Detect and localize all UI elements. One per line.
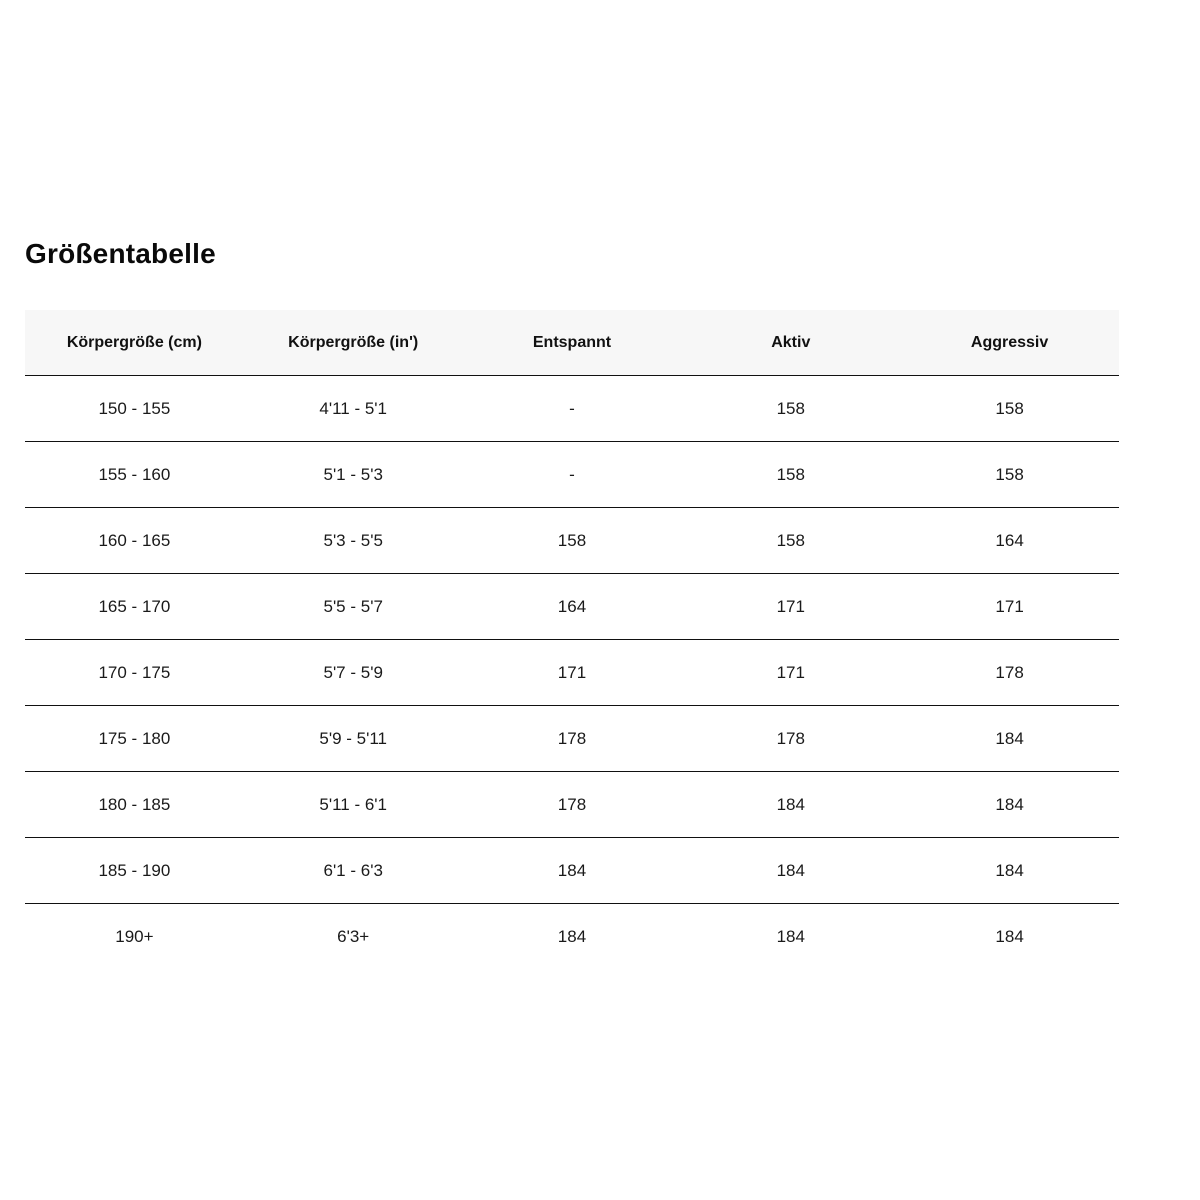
cell-height-in: 5'11 - 6'1 — [244, 772, 463, 838]
cell-height-in: 5'3 - 5'5 — [244, 508, 463, 574]
cell-relaxed: 184 — [557, 926, 587, 946]
header-height-cm: Körpergröße (cm) — [25, 310, 244, 376]
cell-aggressive: 158 — [900, 376, 1119, 442]
cell-height-in: 5'7 - 5'9 — [244, 640, 463, 706]
cell-height-in: 5'5 - 5'7 — [244, 574, 463, 640]
table-header-row — [25, 310, 1119, 376]
cell-height-in: 5'9 - 5'11 — [244, 706, 463, 772]
table-row — [25, 376, 1119, 442]
cell-relaxed: - — [463, 376, 682, 442]
cell-height-cm: 150 - 155 — [25, 376, 244, 442]
cell-relaxed: - — [463, 442, 682, 508]
cell-height-cm: 175 - 180 — [25, 706, 244, 772]
cell-aggressive: 184 — [995, 926, 1024, 946]
table-row — [25, 442, 1119, 508]
header-relaxed: Entspannt — [463, 310, 682, 376]
table-row — [25, 838, 1119, 904]
cell-aggressive: 164 — [900, 508, 1119, 574]
table-row — [25, 640, 1119, 706]
cell-aggressive: 178 — [900, 640, 1119, 706]
table-row — [25, 706, 1119, 772]
cell-active: 184 — [681, 838, 900, 904]
cell-aggressive: 171 — [900, 574, 1119, 640]
size-table — [25, 310, 1119, 969]
cell-active: 184 — [776, 926, 805, 946]
cell-active: 158 — [681, 508, 900, 574]
cell-aggressive: 184 — [900, 838, 1119, 904]
cell-relaxed: 178 — [463, 706, 682, 772]
cell-height-in: 6'3+ — [337, 926, 370, 946]
cell-height-cm: 185 - 190 — [25, 838, 244, 904]
table-row — [25, 574, 1119, 640]
cell-active: 158 — [681, 376, 900, 442]
cell-relaxed: 171 — [463, 640, 682, 706]
cell-relaxed: 164 — [463, 574, 682, 640]
cell-relaxed: 178 — [463, 772, 682, 838]
cell-height-in: 4'11 - 5'1 — [244, 376, 463, 442]
table-row — [25, 508, 1119, 574]
cell-active: 171 — [681, 640, 900, 706]
cell-aggressive: 184 — [900, 706, 1119, 772]
cell-active: 171 — [681, 574, 900, 640]
cell-aggressive: 184 — [900, 772, 1119, 838]
cell-height-cm: 190+ — [115, 926, 154, 946]
cell-height-cm: 155 - 160 — [25, 442, 244, 508]
page-title: Größentabelle — [25, 238, 216, 269]
cell-height-cm: 180 - 185 — [25, 772, 244, 838]
cell-active: 178 — [681, 706, 900, 772]
cell-relaxed: 158 — [463, 508, 682, 574]
cell-height-cm: 165 - 170 — [25, 574, 244, 640]
cell-active: 158 — [681, 442, 900, 508]
table-row — [25, 904, 1119, 970]
cell-height-cm: 160 - 165 — [25, 508, 244, 574]
header-aggressive: Aggressiv — [900, 310, 1119, 376]
cell-height-cm: 170 - 175 — [25, 640, 244, 706]
cell-height-in: 6'1 - 6'3 — [244, 838, 463, 904]
cell-height-in: 5'1 - 5'3 — [244, 442, 463, 508]
header-active: Aktiv — [681, 310, 900, 376]
header-height-in: Körpergröße (in') — [244, 310, 463, 376]
cell-aggressive: 158 — [900, 442, 1119, 508]
cell-active: 184 — [681, 772, 900, 838]
table-row — [25, 772, 1119, 838]
cell-relaxed: 184 — [463, 838, 682, 904]
table-body — [25, 376, 1119, 970]
